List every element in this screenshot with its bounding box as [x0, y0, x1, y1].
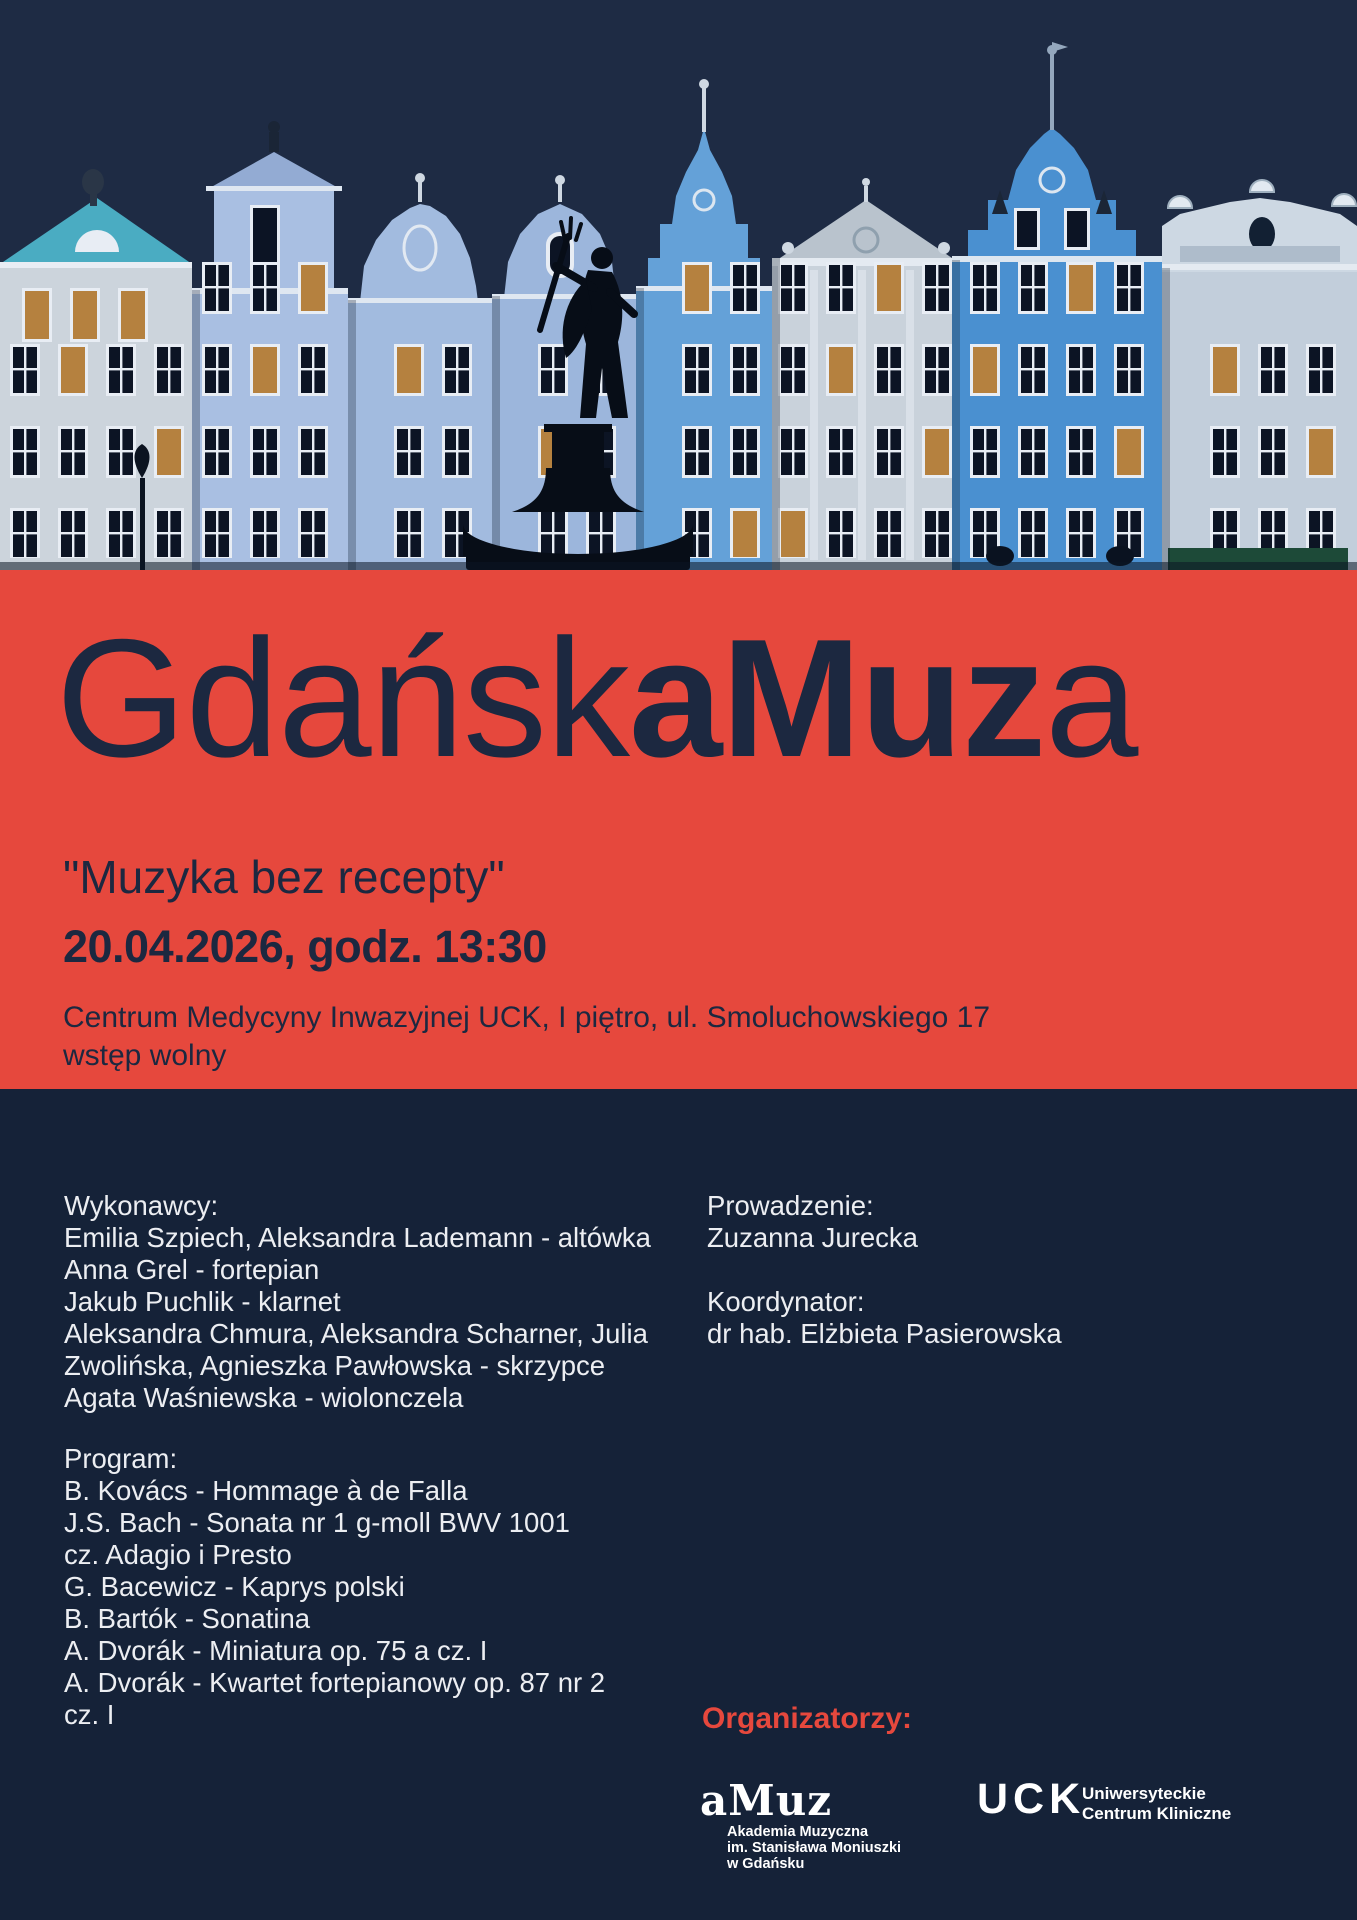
- building-2: [192, 121, 348, 570]
- program-line: A. Dvorák - Kwartet fortepianowy op. 87 nr 2: [64, 1667, 606, 1698]
- program-line: cz. Adagio i Presto: [64, 1539, 292, 1570]
- amuz-caption-line: im. Stanisława Moniuszki: [727, 1840, 902, 1856]
- spacer: [707, 1254, 1267, 1286]
- credits-section: [707, 1190, 1267, 1350]
- hero-illustration: [0, 0, 1357, 570]
- program-line: cz. I: [64, 1699, 115, 1730]
- program-section: [64, 1443, 704, 1731]
- venue-line: Centrum Medycyny Inwazyjnej UCK, I piętro, ul. Smoluchowskiego 17: [63, 1001, 991, 1034]
- amuz-logo: aMuz: [700, 1776, 833, 1825]
- uck-caption-line: Uniwersyteckie: [1082, 1784, 1206, 1803]
- amuz-caption-line: Akademia Muzyczna: [727, 1824, 869, 1840]
- performer-line: Anna Grel - fortepian: [64, 1254, 320, 1285]
- event-datetime: 20.04.2026, godz. 13:30: [63, 921, 547, 972]
- performers-section: [64, 1190, 684, 1414]
- title-part-bold: aMuz: [628, 604, 1045, 792]
- uck-caption-line: Centrum Kliniczne: [1082, 1803, 1232, 1823]
- poster-title: [56, 604, 1138, 792]
- title-part-regular-start: Gdańsk: [56, 604, 629, 792]
- host-heading: Prowadzenie:: [707, 1190, 874, 1221]
- coordinator-name: dr hab. Elżbieta Pasierowska: [707, 1318, 1062, 1349]
- program-heading: Program:: [64, 1443, 178, 1474]
- performer-line: Aleksandra Chmura, Aleksandra Scharner, Julia: [64, 1318, 648, 1349]
- building-8: [1162, 180, 1357, 570]
- admission-line: wstęp wolny: [63, 1039, 227, 1072]
- uck-logo-caption: [1082, 1784, 1231, 1823]
- subtitle: "Muzyka bez recepty": [63, 851, 505, 903]
- program-line: B. Kovács - Hommage à de Falla: [64, 1475, 468, 1506]
- host-name: Zuzanna Jurecka: [707, 1222, 918, 1253]
- amuz-caption-line: w Gdańsku: [727, 1856, 805, 1872]
- title-part-regular-end: a: [1044, 604, 1138, 792]
- program-line: B. Bartók - Sonatina: [64, 1603, 311, 1634]
- lit-window-row: [22, 288, 148, 342]
- performers-heading: Wykonawcy:: [64, 1190, 219, 1221]
- performer-line: Emilia Szpiech, Aleksandra Lademann - altówka: [64, 1222, 651, 1253]
- amuz-logo-caption: [727, 1824, 901, 1872]
- uck-logo: UCK: [977, 1775, 1086, 1823]
- organizers-heading: Organizatorzy:: [702, 1702, 913, 1735]
- performer-line: Zwolińska, Agnieszka Pawłowska - skrzypce: [64, 1350, 606, 1381]
- program-line: G. Bacewicz - Kaprys polski: [64, 1571, 405, 1602]
- gdansk-buildings-illustration: [0, 0, 1357, 570]
- title-band: [0, 570, 1357, 1089]
- program-line: J.S. Bach - Sonata nr 1 g-moll BWV 1001: [64, 1507, 570, 1538]
- coordinator-heading: Koordynator:: [707, 1286, 865, 1317]
- program-line: A. Dvorák - Miniatura op. 75 a cz. I: [64, 1635, 488, 1666]
- performer-line: Agata Waśniewska - wiolonczela: [64, 1382, 464, 1413]
- venue-block: [63, 999, 990, 1075]
- performer-line: Jakub Puchlik - klarnet: [64, 1286, 341, 1317]
